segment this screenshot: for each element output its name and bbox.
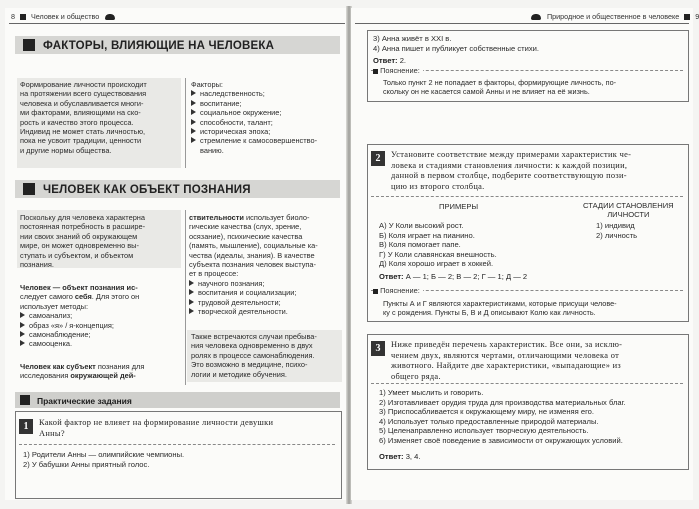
task-options: 1) Родители Анны — олимпийские чемпионы. 2) У бабушки Анны приятный голос. bbox=[23, 450, 185, 469]
section-title-band bbox=[15, 36, 340, 54]
arrow-bullet-icon bbox=[191, 100, 196, 106]
subject-of-cognition: Человек как субъект познания для исследования окружающей дей- bbox=[20, 362, 145, 381]
arrow-bullet-icon bbox=[191, 137, 196, 143]
subject-qualities: ствительности использует биоло- гические качества (слух, зрение, осязание), психические качества (память, мышление), социальные ка- чества (идеалы, знания). В качестве субъекта познания человек выступа- ет в процессе: научного познания; воспитания и социализации; трудовой деятельности; творческой деятельности. bbox=[189, 213, 318, 317]
arrow-bullet-icon bbox=[189, 280, 194, 286]
explanation-text: Пункты А и Г являются характеристиками, которые присущи челове- ку с рождения. Пункты Б, В и Д описывают Колю как личность. bbox=[383, 299, 617, 318]
column-divider bbox=[185, 78, 186, 168]
column-divider bbox=[185, 210, 186, 385]
task-number-badge: 1 bbox=[19, 419, 33, 434]
explanation-label: Пояснение: bbox=[373, 286, 423, 295]
column-header-stages: СТАДИИ СТАНОВЛЕНИЯ ЛИЧНОСТИ bbox=[583, 201, 674, 219]
section-title-cognition: ЧЕЛОВЕК КАК ОБЪЕКТ ПОЗНАНИЯ bbox=[43, 184, 251, 196]
right-running-head: Природное и общественное в человеке 9 bbox=[531, 12, 699, 21]
answer: Ответ: 3, 4. bbox=[379, 452, 421, 461]
examples-list: А) У Коли высокий рост. Б) Коля играет на пианино. В) Коля помогает папе. Г) У Коли славянская внешность. Д) Коля хорошо играет в хоккей. bbox=[379, 221, 497, 269]
practice-heading: Практические задания bbox=[37, 396, 132, 406]
task-options: 3) Анна живёт в XXI в. 4) Анна пишет и публикует собственные стихи. bbox=[373, 34, 540, 53]
dual-role-note: Также встречаются случаи пребыва- ния человека одновременно в двух ролях в процессе самонаблюдения. Это возможно в медицине, психо- логии и методике обучения. bbox=[191, 332, 317, 379]
task-number-badge: 3 bbox=[371, 341, 385, 356]
factors-body-text: Формирование личности происходит на протяжении всего существования человека и обуславливается многи- ми факторами, влияющими на ско- рость и качество этого процесса. Индивид не может стать личностью, пока не усвоит традиции, ценности и другие нормы общества. bbox=[20, 80, 147, 155]
square-bullet-icon bbox=[373, 289, 378, 294]
square-marker-icon bbox=[23, 183, 35, 195]
explanation-text: Только пункт 2 не попадает в факторы, формирующие личность, по- скольку он не касается самой Анны и не влияет на её жизнь. bbox=[383, 78, 617, 97]
square-bullet-icon bbox=[684, 14, 690, 20]
square-bullet-icon bbox=[20, 14, 26, 20]
left-page bbox=[5, 8, 347, 500]
dashed-separator bbox=[371, 383, 683, 384]
arrow-bullet-icon bbox=[20, 312, 25, 318]
arrow-bullet-icon bbox=[189, 308, 194, 314]
column-header-examples: ПРИМЕРЫ bbox=[439, 202, 479, 211]
arrow-bullet-icon bbox=[191, 90, 196, 96]
dashed-separator bbox=[371, 196, 683, 197]
arrow-bullet-icon bbox=[20, 322, 25, 328]
object-of-cognition: Человек — объект познания ис- следует самого себя. Для этого он использует методы: самоанализ; образ «я» / я-концепция; самонаблюдение; самооценка. bbox=[20, 283, 140, 349]
dashed-separator bbox=[19, 444, 335, 445]
cloud-icon bbox=[531, 14, 541, 20]
header-rule bbox=[355, 23, 689, 24]
task-question: Ниже приведён перечень характеристик. Все они, за исклю- чением двух, являются чертами, отличающими человека от животного. Найдите две характеристики, «выпадающие» из общего ряда. bbox=[391, 340, 623, 381]
square-marker-icon bbox=[20, 395, 30, 405]
section-title-factors: ФАКТОРЫ, ВЛИЯЮЩИЕ НА ЧЕЛОВЕКА bbox=[43, 40, 275, 52]
square-bullet-icon bbox=[373, 69, 378, 74]
practice-heading-band bbox=[15, 392, 340, 408]
factors-list: Факторы: наследственность; воспитание; социальное окружение; способности, талант; историческая эпоха; стремление к самосовершенство- ванию. bbox=[191, 80, 318, 155]
explanation-label: Пояснение: bbox=[373, 66, 423, 75]
task-question: Какой фактор не влияет на формирование личности девушки Анны? bbox=[39, 418, 274, 438]
arrow-bullet-icon bbox=[20, 331, 25, 337]
header-rule bbox=[9, 23, 345, 24]
right-page bbox=[351, 8, 699, 500]
left-running-head: 8 Человек и общество bbox=[11, 12, 115, 21]
stages-list: 1) индивид 2) личность bbox=[596, 221, 638, 240]
arrow-bullet-icon bbox=[189, 299, 194, 305]
arrow-bullet-icon bbox=[191, 109, 196, 115]
arrow-bullet-icon bbox=[20, 340, 25, 346]
arrow-bullet-icon bbox=[191, 128, 196, 134]
arrow-bullet-icon bbox=[189, 289, 194, 295]
square-marker-icon bbox=[23, 39, 35, 51]
task-options: 1) Умеет мыслить и говорить. 2) Изготавливает орудия труда для производства материальных благ. 3) Приспосабливается к окружающему миру, не изменяя его. 4) Использует только предоставленные природой материалы. 5) Целенаправленно использует творческую деятельность. 6) Изменяет своё поведение в зависимости от окружающих условий. bbox=[379, 388, 626, 445]
section-title-band bbox=[15, 180, 340, 198]
answer: Ответ: 2. bbox=[373, 56, 407, 65]
task-number-badge: 2 bbox=[371, 151, 385, 166]
arrow-bullet-icon bbox=[191, 119, 196, 125]
task-question: Установите соответствие между примерами характеристик че- ловека и стадиями становления личности: к каждой позиции, данной в первом столбце, подберите соответствующую пози- цию из второго столбца. bbox=[391, 150, 632, 191]
cognition-intro: Поскольку для человека характерна постоянная потребность в расшире- нии своих знаний об окружающем мире, он может одновременно вы- ступать и субъектом, и объектом познания. bbox=[20, 213, 146, 270]
cloud-icon bbox=[105, 14, 115, 20]
answer: Ответ: А — 1; Б — 2; В — 2; Г — 1; Д — 2 bbox=[379, 272, 528, 281]
